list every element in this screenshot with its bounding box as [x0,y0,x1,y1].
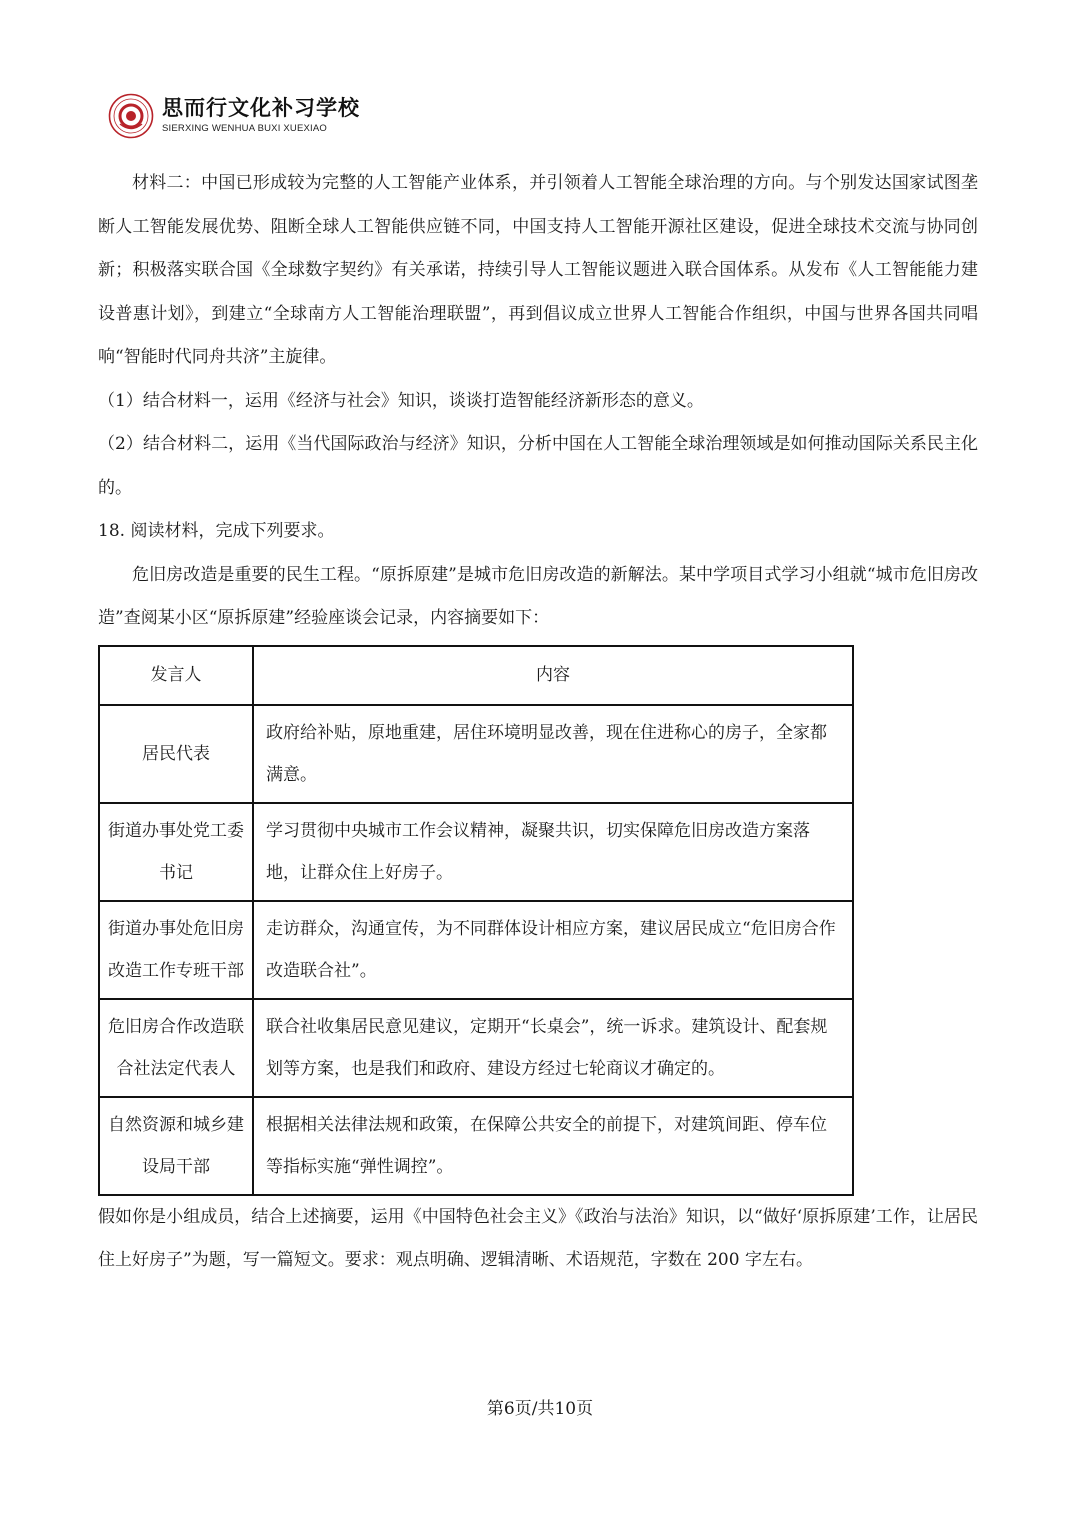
speaker-cell: 街道办事处危旧房改造工作专班干部 [99,901,253,999]
content-cell: 联合社收集居民意见建议，定期开“长桌会”，统一诉求。建筑设计、配套规划等方案，也是我们和政府、建设方经过七轮商议才确定的。 [253,999,853,1097]
table-header-row [99,646,853,705]
speaker-cell: 居民代表 [99,705,253,803]
table-row [99,803,853,901]
table-row [99,999,853,1097]
speaker-cell: 自然资源和城乡建设局干部 [99,1097,253,1195]
table-row [99,901,853,999]
page-number: 第6页/共10页 [486,1399,594,1419]
question-17-2: （2）结合材料二，运用《当代国际政治与经济》知识，分析中国在人工智能全球治理领域是如何推动国际关系民主化的。 [98,434,978,498]
content-cell: 根据相关法律法规和政策，在保障公共安全的前提下，对建筑间距、停车位等指标实施“弹性调控”。 [253,1097,853,1195]
forum-record-table [98,645,854,1196]
speaker-cell: 危旧房合作改造联合社法定代表人 [99,999,253,1097]
table-row [99,1097,853,1195]
school-seal-icon [108,93,154,139]
question-18-intro: 危旧房改造是重要的民生工程。“原拆原建”是城市危旧房改造的新解法。某中学项目式学习小组就“城市危旧房改造”查阅某小区“原拆原建”经验座谈会记录，内容摘要如下： [98,564,978,628]
column-header-content: 内容 [253,646,853,705]
speaker-cell: 街道办事处党工委书记 [99,803,253,901]
content-cell: 走访群众，沟通宣传，为不同群体设计相应方案，建议居民成立“危旧房合作改造联合社”。 [253,901,853,999]
school-name-en: SIERXING WENHUA BUXI XUEXIAO [162,123,328,135]
school-name [162,98,360,134]
content-cell: 政府给补贴，原地重建，居住环境明显改善，现在住进称心的房子，全家都满意。 [253,705,853,803]
material-two-paragraph: 材料二：中国已形成较为完整的人工智能产业体系，并引领着人工智能全球治理的方向。与个别发达国家试图垄断人工智能发展优势、阻断全球人工智能供应链不同，中国支持人工智能开源社区建设，促进全球技术交流与协同创新；积极落实联合国《全球数字契约》有关承诺，持续引导人工智能议题进入联合国体系。从发布《人工智能能力建设普惠计划》，到建立“全球南方人工智能治理联盟”，再到倡议成立世界人工智能合作组织，中国与世界各国共同唱响“智能时代同舟共济”主旋律。 [98,173,978,367]
question-18-heading: 18. 阅读材料，完成下列要求。 [98,521,335,541]
question-17-1: （1）结合材料一，运用《经济与社会》知识，谈谈打造智能经济新形态的意义。 [98,390,704,411]
content-cell: 学习贯彻中央城市工作会议精神，凝聚共识，切实保障危旧房改造方案落地，让群众住上好房子。 [253,803,853,901]
table-row [99,705,853,803]
school-name-cn: 思而行文化补习学校 [162,96,360,121]
column-header-speaker: 发言人 [99,646,253,705]
writing-task: 假如你是小组成员，结合上述摘要，运用《中国特色社会主义》《政治与法治》知识，以“做好‘原拆原建’工作，让居民住上好房子”为题，写一篇短文。要求：观点明确、逻辑清晰、术语规范，字数在 200 字左右。 [98,1206,978,1270]
document-body [98,162,978,1283]
page-header [108,92,360,140]
